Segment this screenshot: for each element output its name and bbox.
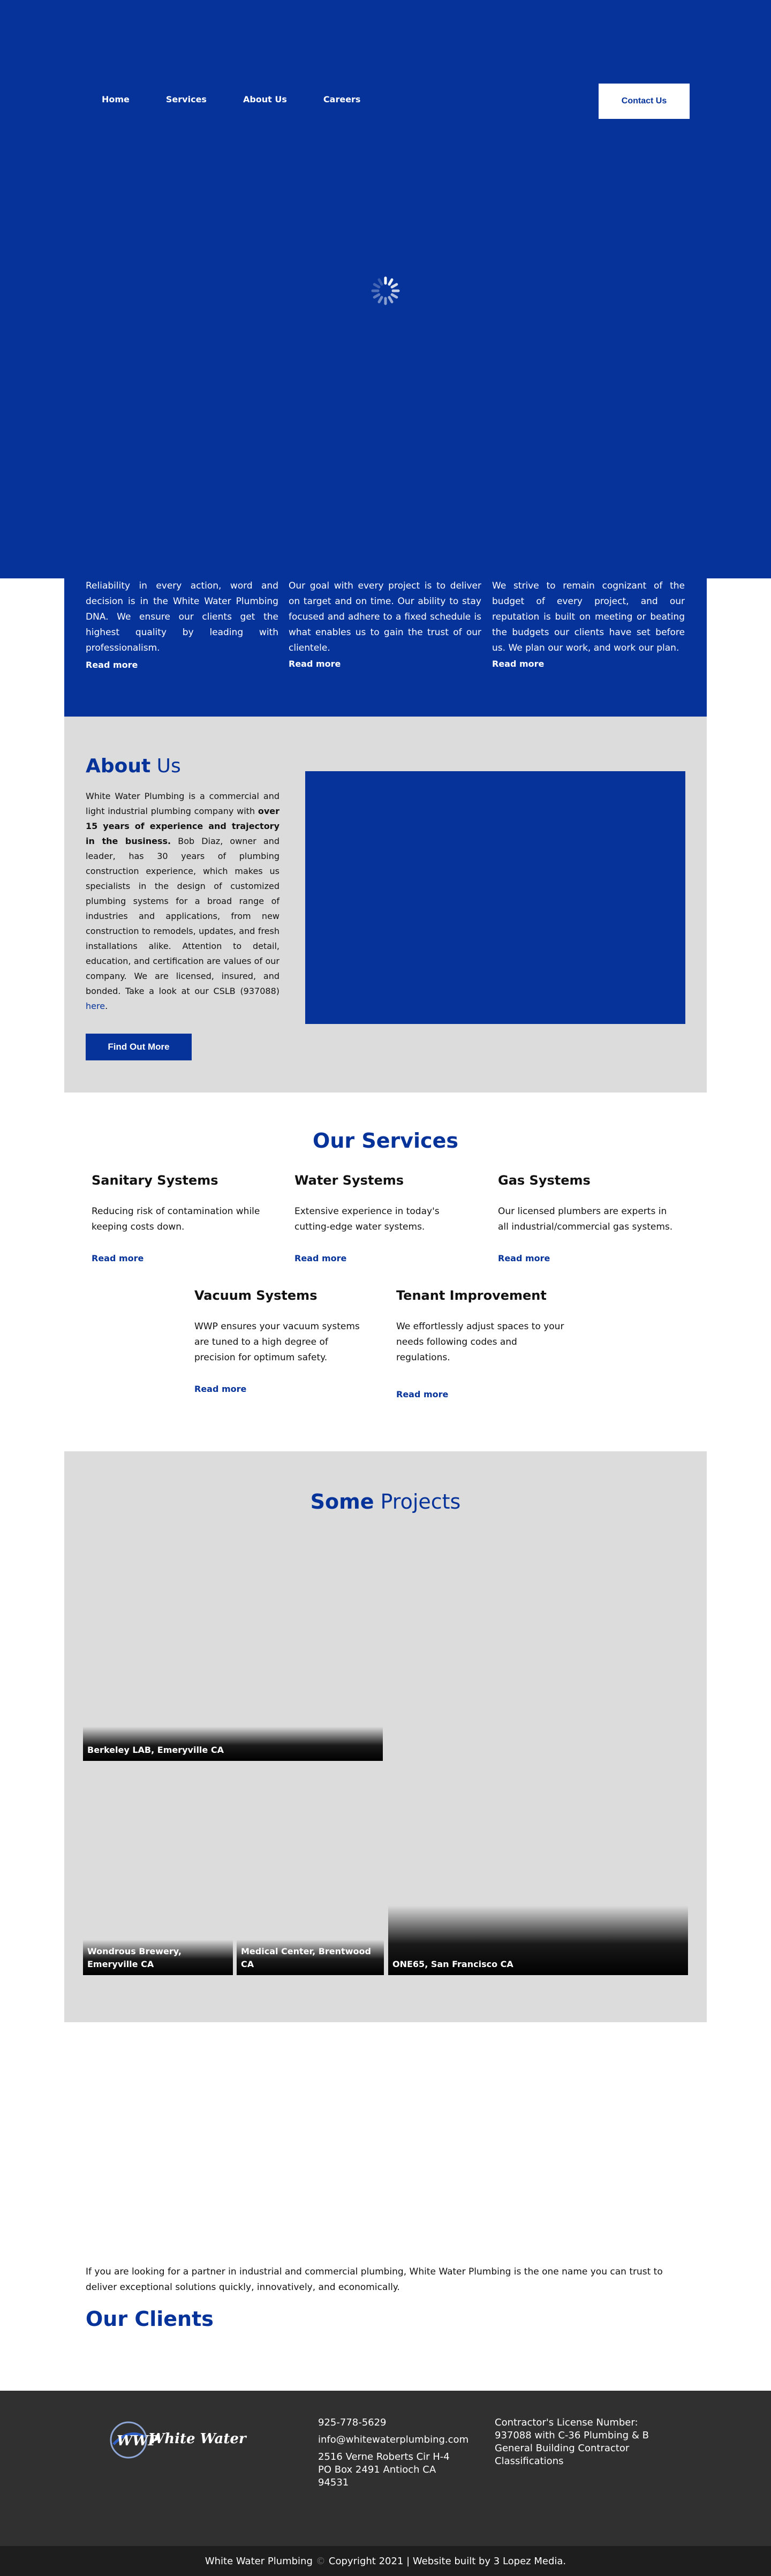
main-nav [102,94,397,104]
service-name: Sanitary Systems [92,1173,218,1188]
read-more-link[interactable]: Read more [396,1389,449,1399]
about-section [64,717,707,1093]
nav-home[interactable]: Home [102,94,130,104]
email-link[interactable]: info@whitewaterplumbing.com [318,2434,469,2445]
read-more-link[interactable]: Read more [194,1384,247,1394]
svg-text:WWP: WWP [117,2433,158,2449]
project-name: ONE65, San Francisco CA [392,1959,513,1969]
service-tenant-improvement [396,1288,573,1399]
separator-icon: © [315,2555,326,2567]
service-name: Vacuum Systems [194,1288,318,1303]
read-more-link[interactable]: Read more [86,660,138,670]
service-text: Reducing risk of contamination while keeping costs down. [92,1206,260,1232]
value-budget [492,578,685,669]
service-text: Extensive experience in today's cutting-edge water systems. [294,1206,440,1232]
clients-title: Our Clients [86,2307,214,2331]
white-water-logo[interactable] [107,2412,246,2471]
project-name: Medical Center, Brentwood CA [241,1946,371,1969]
footer [0,2391,771,2546]
service-text: We effortlessly adjust spaces to your needs following codes and regulations. [396,1321,564,1363]
read-more-link[interactable]: Read more [498,1253,550,1263]
project-name: Wondrous Brewery, Emeryville CA [87,1946,182,1969]
footer-contact [318,2416,469,2489]
cslb-link[interactable]: here [86,1001,105,1011]
service-sanitary [92,1173,268,1263]
copyright-bar [0,2546,771,2576]
value-on-time [289,578,481,669]
brand-name: White Water Plumbing [205,2555,313,2567]
phone-link[interactable]: 925-778-5629 [318,2417,387,2428]
service-name: Water Systems [294,1173,404,1188]
service-water [294,1173,471,1263]
project-name: Berkeley LAB, Emeryville CA [87,1745,224,1755]
license-info: Contractor's License Number: 937088 with C-36 Plumbing & B General Building Contractor Classifications [495,2417,649,2467]
value-text: Our goal with every project is to deliver on target and on time. Our ability to stay focused and adhere to a fixed schedule is what enables us to gain the trust of our clientele. [289,581,481,653]
values-strip [64,578,707,717]
hero-section [0,0,771,578]
nav-careers[interactable]: Careers [323,94,361,104]
partner-text: If you are looking for a partner in industrial and commercial plumbing, White Water Plumbing is the one name you can trust to deliver exceptional solutions quickly, innovatively, and economically. [86,2266,663,2293]
value-reliability [86,578,278,670]
nav-services[interactable]: Services [165,94,207,104]
service-text: WWP ensures your vacuum systems are tuned to a high degree of precision for optimum safety. [194,1321,360,1363]
read-more-link[interactable]: Read more [289,659,341,669]
copyright-text: Copyright 2021 | Website built by 3 Lopez Media. [328,2555,566,2567]
service-gas [498,1173,675,1263]
about-image [305,771,685,1024]
projects-section [64,1451,707,2022]
read-more-link[interactable]: Read more [294,1253,347,1263]
about-text: White Water Plumbing is a commercial and light industrial plumbing company with over 15 years of experience and trajectory in the business. Bob Diaz, owner and leader, has 30 years of plumbing construction experience, which makes us specialists in the design of customized plumbing systems for a broad range of industries and applications, from new construction to remodels, updates, and fresh installations alike. Attention to detail, education, and certification are values of our company. We are licensed, insured, and bonded. Take a look at our CSLB (937088) here. [86,791,280,1011]
svg-text:White Water: White Water [149,2431,246,2447]
project-card[interactable] [83,1727,383,1761]
service-text: Our licensed plumbers are experts in all industrial/commercial gas systems. [498,1206,673,1232]
service-vacuum [194,1288,371,1394]
service-name: Tenant Improvement [396,1288,547,1303]
read-more-link[interactable]: Read more [492,659,545,669]
project-card[interactable] [388,1905,688,1975]
project-card[interactable] [83,1940,233,1975]
value-text: Reliability in every action, word and decision is in the White Water Plumbing DNA. We ensure our clients get the highest quality by leading with professionalism. [86,581,278,653]
value-text: We strive to remain cognizant of the budget of every project, and our reputation is built on meeting or beating the budgets our clients have set before us. We plan our work, and work our plan. [492,581,685,653]
service-name: Gas Systems [498,1173,591,1188]
address: 2516 Verne Roberts Cir H-4 PO Box 2491 Antioch CA 94531 [318,2451,450,2488]
contact-us-button[interactable]: Contact Us [599,84,690,119]
projects-title: Some Projects [310,1490,461,1513]
services-title: Our Services [313,1129,458,1153]
loading-spinner-icon [369,275,402,307]
about-title: About Us [86,755,181,777]
project-card[interactable] [237,1940,384,1975]
nav-about-us[interactable]: About Us [243,94,287,104]
find-out-more-button[interactable]: Find Out More [86,1034,192,1060]
read-more-link[interactable]: Read more [92,1253,144,1263]
